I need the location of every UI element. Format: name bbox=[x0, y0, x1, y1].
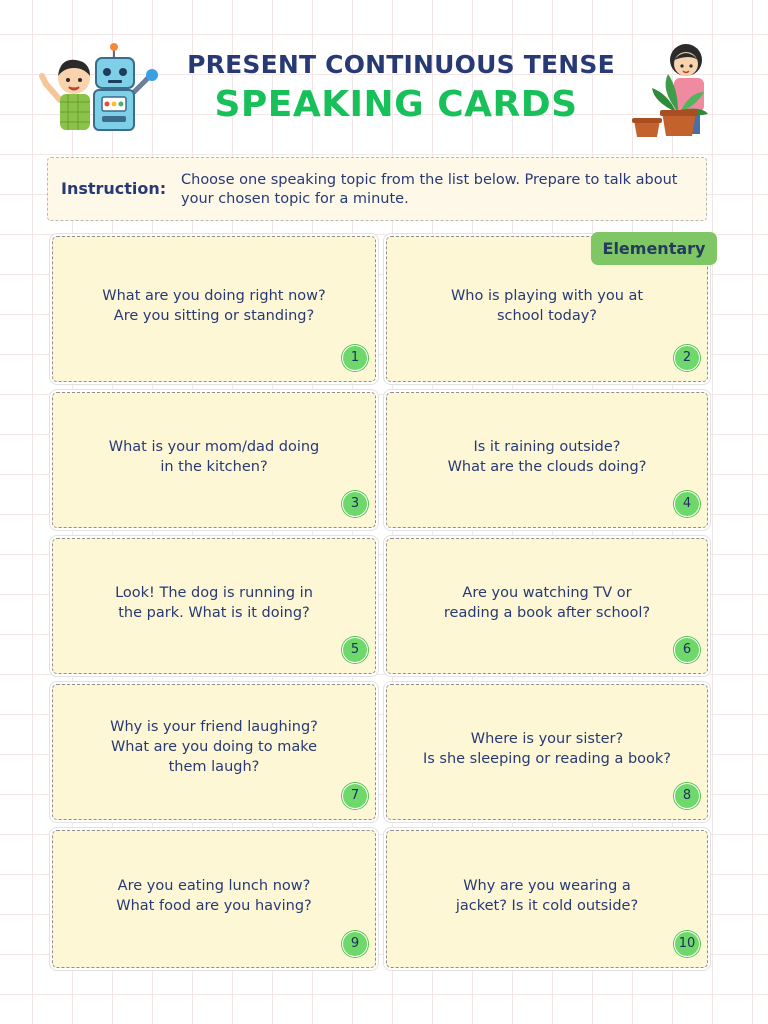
card-question: Are you eating lunch now? What food are you having? bbox=[116, 877, 312, 914]
card-number-badge: 2 bbox=[674, 345, 700, 371]
speaking-card-4 bbox=[386, 392, 708, 528]
card-question: Where is your sister? Is she sleeping or reading a book? bbox=[422, 730, 672, 767]
instruction-text: Choose one speaking topic from the list below. Prepare to talk about your chosen topic for a minute. bbox=[181, 172, 678, 207]
card-number-badge: 5 bbox=[342, 637, 368, 663]
boy-robot-illustration-icon bbox=[34, 42, 160, 134]
card-number-badge: 9 bbox=[342, 931, 368, 957]
card-number-badge: 6 bbox=[674, 637, 700, 663]
speaking-card-10 bbox=[386, 830, 708, 968]
card-number-badge: 10 bbox=[674, 931, 700, 957]
card-question: Is it raining outside? What are the clouds doing? bbox=[447, 438, 647, 475]
card-question: Who is playing with you at school today? bbox=[450, 287, 644, 324]
card-number-badge: 4 bbox=[674, 491, 700, 517]
page-supertitle: PRESENT CONTINUOUS TENSE bbox=[187, 50, 615, 79]
speaking-card-6 bbox=[386, 538, 708, 674]
card-number-badge: 7 bbox=[342, 783, 368, 809]
card-question: What are you doing right now? Are you sitting or standing? bbox=[102, 287, 326, 324]
speaking-card-1 bbox=[52, 236, 376, 382]
girl-plants-illustration-icon bbox=[630, 40, 716, 140]
instruction-label: Instruction: bbox=[61, 179, 167, 198]
card-number-badge: 8 bbox=[674, 783, 700, 809]
card-question: Are you watching TV or reading a book after school? bbox=[443, 584, 651, 621]
card-question: Why is your friend laughing? What are you doing to make them laugh? bbox=[110, 719, 318, 776]
card-question: Look! The dog is running in the park. What is it doing? bbox=[115, 584, 313, 621]
speaking-card-3 bbox=[52, 392, 376, 528]
instruction-box bbox=[47, 157, 707, 221]
card-question: What is your mom/dad doing in the kitchen? bbox=[108, 438, 320, 475]
speaking-card-5 bbox=[52, 538, 376, 674]
page-title: SPEAKING CARDS bbox=[214, 84, 578, 125]
card-number-badge: 1 bbox=[342, 345, 368, 371]
level-badge: Elementary bbox=[591, 232, 717, 265]
card-question: Why are you wearing a jacket? Is it cold outside? bbox=[455, 877, 639, 914]
speaking-card-9 bbox=[52, 830, 376, 968]
card-number-badge: 3 bbox=[342, 491, 368, 517]
speaking-card-8 bbox=[386, 684, 708, 820]
speaking-card-7 bbox=[52, 684, 376, 820]
